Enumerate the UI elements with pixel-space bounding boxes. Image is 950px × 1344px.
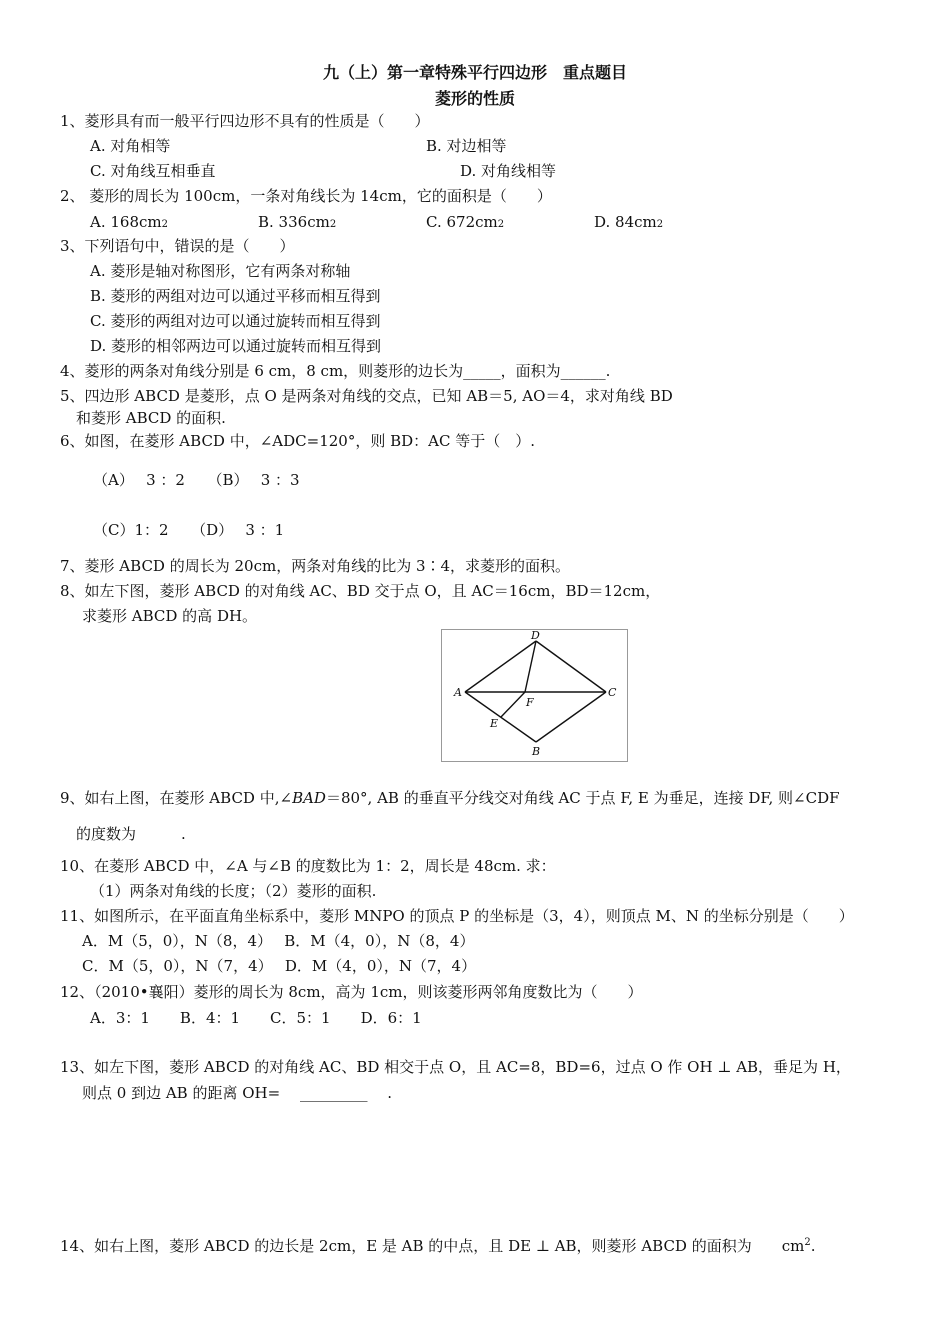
side-cb: [536, 692, 606, 742]
rhombus-figure: [441, 629, 628, 762]
q2-option-c: C. 672cm2: [426, 213, 505, 231]
q1-option-a: A. 对角相等: [90, 137, 171, 155]
side-ad: [465, 641, 536, 692]
q2-option-d: D. 84cm2: [594, 213, 664, 231]
q2-stem: 2、 菱形的周长为 100cm，一条对角线长为 14cm，它的面积是（ ）: [60, 187, 552, 205]
q3-option-b: B. 菱形的两组对边可以通过平移而相互得到: [90, 287, 381, 305]
segment-df: [525, 641, 536, 692]
q8-line1: 8、如左下图，菱形 ABCD 的对角线 AC、BD 交于点 O，且 AC＝16cm，BD＝12cm，: [60, 582, 661, 600]
q8-line2: 求菱形 ABCD 的高 DH。: [82, 607, 258, 625]
segment-ef: [501, 692, 525, 717]
q6-options-row2: （C）1：2 （D） 3 ：1: [93, 521, 285, 539]
q9-line2: 的度数为 .: [76, 825, 186, 843]
q3-option-c: C. 菱形的两组对边可以通过旋转而相互得到: [90, 312, 381, 330]
q3-option-a: A. 菱形是轴对称图形，它有两条对称轴: [90, 262, 351, 280]
q13-line1: 13、如左下图，菱形 ABCD 的对角线 AC、BD 相交于点 O，且 AC=8，BD=6，过点 O 作 OH ⊥ AB，垂足为 H，: [60, 1058, 851, 1076]
q1-option-c: C. 对角线互相垂直: [90, 162, 216, 180]
label-f: F: [526, 696, 534, 709]
label-b: B: [532, 745, 541, 758]
label-c: C: [608, 686, 617, 699]
q12-stem: 12、（2010•襄阳）菱形的周长为 8cm，高为 1cm，则该菱形两邻角度数比为（ ）: [60, 983, 643, 1001]
q4-text: 4、菱形的两条对角线分别是 6 cm，8 cm，则菱形的边长为_____，面积为______.: [60, 362, 611, 380]
q11-options-row2: C．M（5，0），N（7，4） D．M（4，0），N（7，4）: [82, 957, 477, 975]
q2-option-b: B. 336cm2: [258, 213, 337, 231]
page-title: 九（上）第一章特殊平行四边形 重点题目: [322, 63, 627, 82]
q12-options: A．3：1 B．4：1 C．5：1 D．6：1: [90, 1009, 422, 1027]
q6-stem: 6、如图，在菱形 ABCD 中，∠ADC=120°，则 BD：AC 等于（ ）.: [60, 432, 535, 450]
q11-stem: 11、如图所示，在平面直角坐标系中，菱形 MNPO 的顶点 P 的坐标是（3，4），则顶点 M、N 的坐标分别是（ ）: [60, 907, 854, 925]
q1-stem: 1、菱形具有而一般平行四边形不具有的性质是（ ）: [60, 112, 430, 130]
q11-options-row1: A．M（5，0），N（8，4） B．M（4，0），N（8，4）: [82, 932, 475, 950]
q10-line1: 10、在菱形 ABCD 中，∠A 与∠B 的度数比为 1：2，周长是 48cm. 求：: [60, 857, 556, 875]
q3-stem: 3、下列语句中，错误的是（ ）: [60, 237, 295, 255]
q13-line2: 则点 0 到边 AB 的距离 OH= _________ .: [82, 1084, 392, 1102]
q5-line2: 和菱形 ABCD 的面积.: [76, 409, 226, 427]
label-e: E: [490, 717, 499, 730]
q14-text: 14、如右上图，菱形 ABCD 的边长是 2cm，E 是 AB 的中点，且 DE ⊥ AB，则菱形 ABCD 的面积为 $cm^2$.: [60, 1237, 816, 1255]
q7-text: 7、菱形 ABCD 的周长为 20cm，两条对角线的比为 3∶4，求菱形的面积。: [60, 557, 571, 575]
label-d: D: [531, 630, 540, 642]
q2-option-a: A. 168cm2: [90, 213, 168, 231]
q6-options-row1: （A） 3 ：2 （B） 3 ：3: [93, 471, 300, 489]
q10-line2: （1）两条对角线的长度；（2）菱形的面积.: [90, 882, 377, 900]
q1-option-d: D. 对角线相等: [460, 162, 557, 180]
q9-line1: 9、如右上图，在菱形 ABCD 中,∠BAD＝80°, AB 的垂直平分线交对角线 AC 于点 F, E 为垂足，连接 DF, 则∠CDF: [60, 789, 840, 807]
q1-option-b: B. 对边相等: [426, 137, 507, 155]
q5-line1: 5、四边形 ABCD 是菱形，点 O 是两条对角线的交点，已知 AB＝5, AO＝4，求对角线 BD: [60, 387, 673, 405]
q3-option-d: D. 菱形的相邻两边可以通过旋转而相互得到: [90, 337, 382, 355]
page-subtitle: 菱形的性质: [434, 89, 515, 108]
side-dc: [536, 641, 606, 692]
label-a: A: [454, 686, 462, 699]
